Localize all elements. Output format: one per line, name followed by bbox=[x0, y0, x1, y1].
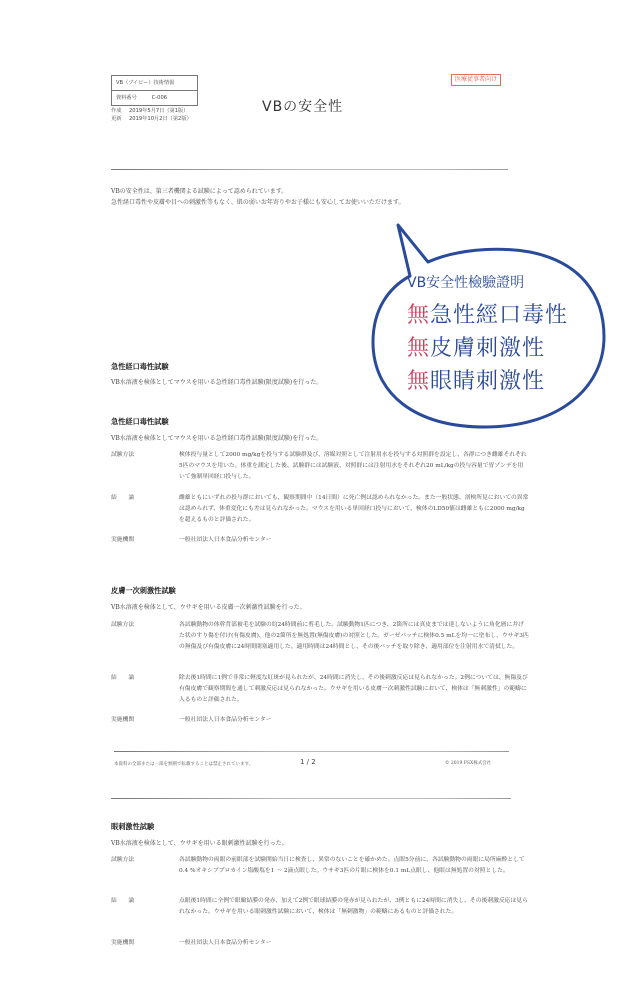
field-label: 結 論 bbox=[111, 898, 135, 904]
page-title: VBの安全性 bbox=[262, 99, 344, 115]
callout-item-text: 皮膚刺激性 bbox=[430, 336, 546, 361]
field-conclusion bbox=[111, 493, 529, 526]
intro-line-1: VBの安全性は、第三者機関よる試験によって認められています。 bbox=[111, 188, 288, 195]
created-label: 作成 bbox=[111, 108, 122, 114]
safety-callout bbox=[407, 272, 568, 398]
field-value: 点眼後1時間に全例で眼瞼結膜の発赤、加えて2例で眼球結膜の発赤が見られたが、3例ともに24時間に消失し、その後刺激反応は見られなかった。ウサギを用いる眼刺激性試験において、検体は「無刺激物」の範疇にあるものと評価された。 bbox=[179, 898, 528, 915]
document-info-box bbox=[111, 75, 198, 106]
field-value: 検体投与量として2000 mg/kgを投与する試験群及び、溶媒対照として注射用水を投与する対照群を設定し、各群につき雌雄それぞれ5匹のマウスを用いた。体重を測定した後、試験群には試験液、対照群には注射用水をそれぞれ20 mL/kgの投与容量で胃ゾンデを用いて強制単回経口投与した。 bbox=[179, 452, 527, 480]
copyright-notice: 本資料の全部または一部を無断で転載することは禁止されています。 bbox=[114, 762, 254, 767]
field-test-method bbox=[111, 450, 529, 483]
audience-badge: 医療従事者向け bbox=[451, 74, 501, 86]
field-label: 試験方法 bbox=[111, 452, 135, 458]
field-label: 実施機関 bbox=[111, 537, 135, 543]
negation-mark: 無 bbox=[407, 303, 431, 328]
field-label: 試験方法 bbox=[111, 622, 135, 628]
updated-date bbox=[111, 115, 192, 123]
page2-header-divider bbox=[111, 798, 511, 799]
callout-subtitle: VB安全性檢驗證明 bbox=[407, 275, 525, 291]
field-value: 各試験動物の体幹背部被毛を試験の約24時間前に剪毛した。試験動物1匹につき、2箇所には真皮までは達しないように角化層に井げた状のすり傷を付け(有傷皮膚)、他の2箇所を無処置(無傷皮膚)の対照とした。ガーゼパッチに検体0.5 mLを均一に塗布し、ウサギ3匹の無傷及び有傷皮膚に24時間閉塞適用した。適用時間は24時間とし、その後パッチを取り除き、適用部位を注射用水で清拭した。 bbox=[179, 622, 529, 650]
field-label: 試験方法 bbox=[111, 857, 135, 863]
copyright: © 2019 FSX株式会社 bbox=[445, 761, 492, 766]
section-title-skin-irritation: 皮膚一次刺激性試験 bbox=[111, 586, 176, 595]
field-conclusion bbox=[111, 673, 529, 706]
field-value: 一般社団法人日本食品分析センター bbox=[179, 940, 272, 946]
updated-value: 2019年10月2日（第2版） bbox=[129, 116, 192, 122]
negation-mark: 無 bbox=[407, 336, 431, 361]
header-divider bbox=[111, 169, 508, 170]
created-date bbox=[111, 107, 192, 115]
document-dates bbox=[111, 107, 192, 123]
field-institution bbox=[111, 535, 529, 546]
callout-item-eye-irritation bbox=[407, 365, 568, 398]
field-label: 実施機関 bbox=[111, 717, 135, 723]
field-institution bbox=[111, 715, 529, 726]
field-value: 一般社団法人日本食品分析センター bbox=[179, 537, 272, 543]
negation-mark: 無 bbox=[407, 369, 431, 394]
field-institution bbox=[111, 938, 529, 949]
field-value: 各試験動物の両眼の前眼部を試験開始当日に検査し、異常のないことを確かめた。点眼5分前に、各試験動物の両眼に局所麻酔として0.4 %オキシブプロカイン塩酸塩を1 ～ 2滴点眼した。ウサギ3匹の片眼に検体を0.1 mL点眼し、他眼は無処置の対照とした。 bbox=[179, 857, 525, 874]
section-desc-skin-irritation: VB水溶液を検体として、ウサギを用いる皮膚一次刺激性試験を行った。 bbox=[111, 604, 306, 611]
field-value: 一般社団法人日本食品分析センター bbox=[179, 717, 272, 723]
document-number-label: 資料番号 bbox=[116, 95, 137, 101]
callout-item-oral-toxicity bbox=[407, 299, 568, 332]
field-conclusion bbox=[111, 896, 529, 918]
footer-divider bbox=[114, 751, 509, 752]
info-box-title: VB（ブイビー）技術情報 bbox=[116, 80, 175, 86]
field-label: 結 論 bbox=[111, 495, 135, 501]
field-label: 結 論 bbox=[111, 675, 135, 681]
page-number: 1 / 2 bbox=[300, 758, 316, 766]
section-title-oral-toxicity-1: 急性経口毒性試験 bbox=[111, 362, 169, 371]
section-desc-eye-irritation: VB水溶液を検体として、ウサギを用いる眼刺激性試験を行った。 bbox=[111, 840, 288, 847]
field-label: 実施機関 bbox=[111, 940, 135, 946]
updated-label: 更新 bbox=[111, 116, 122, 122]
callout-item-skin-irritation bbox=[407, 332, 568, 365]
callout-item-text: 眼睛刺激性 bbox=[430, 369, 546, 394]
field-value: 除去後1時間に1例で非常に軽度な紅斑が見られたが、24時間に消失し、その後刺激反応は見られなかった。2例については、無傷及び有傷皮膚で観察期間を通して刺激反応は見られなかった。ウサギを用いる皮膚一次刺激性試験において、検体は「無刺激性」の範疇に入るものと評価された。 bbox=[179, 675, 528, 703]
field-value: 雌雄ともにいずれの投与群においても、観察期間中（14日間）に死亡例は認められなかった。また一般状態、剖検所見においての異常は認められず、体重変化にも差は見られなかった。マウスを用いる単回経口投与において、検体のLD50値は雌雄ともに2000 mg/kgを超えるものと評価された。 bbox=[179, 495, 529, 523]
section-desc-oral-toxicity-2: VB水溶液を検体としてマウスを用いる急性経口毒性試験(限度試験)を行った。 bbox=[111, 435, 323, 442]
section-title-eye-irritation: 眼刺激性試験 bbox=[111, 822, 155, 831]
field-test-method bbox=[111, 855, 529, 877]
section-desc-oral-toxicity-1: VB水溶液を検体としてマウスを用いる急性経口毒性試験(限度試験)を行った。 bbox=[111, 379, 323, 386]
field-test-method bbox=[111, 620, 529, 653]
callout-item-text: 急性經口毒性 bbox=[430, 303, 569, 328]
document-number-row bbox=[112, 90, 197, 105]
document-number-value: C-006 bbox=[151, 95, 168, 101]
intro-line-2: 急性経口毒性や皮膚や目への刺激性等もなく、肌の弱いお年寄りやお子様にも安心してお使いいただけます。 bbox=[111, 199, 405, 206]
section-title-oral-toxicity-2: 急性経口毒性試験 bbox=[111, 417, 169, 426]
created-value: 2019年5月7日（第1版） bbox=[129, 108, 189, 114]
intro-text bbox=[111, 186, 404, 208]
